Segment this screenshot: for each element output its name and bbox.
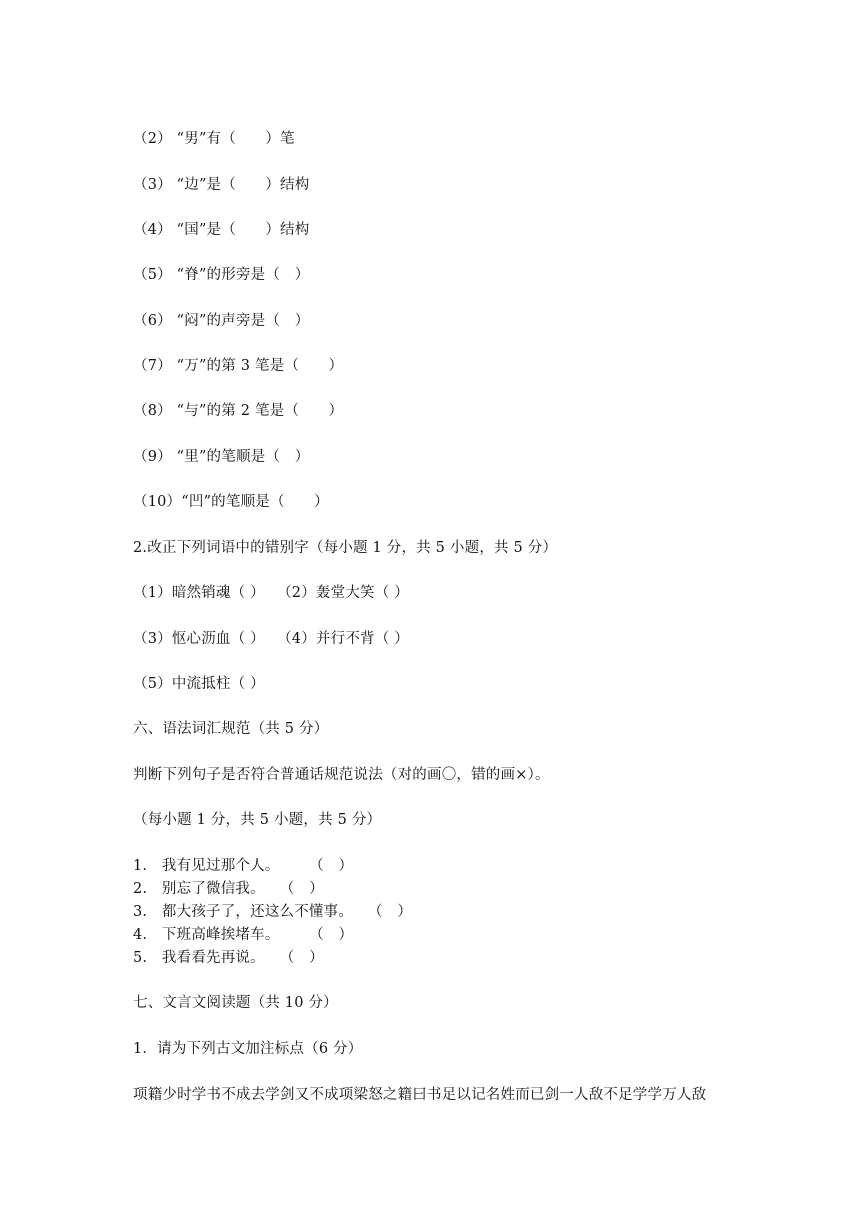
q1-item-10: （10）“凹”的笔顺是（ ） — [133, 494, 329, 510]
q2-row-2: （3）怄心沥血（ ） （4）并行不背（ ） — [133, 631, 409, 647]
q1-item-7: （7） “万”的第 3 笔是（ ） — [133, 358, 344, 374]
q2-row-3: （5）中流抵柱（ ） — [133, 676, 265, 692]
section7-title: 七、文言文阅读题（共 10 分） — [133, 995, 338, 1011]
q1-item-2: （2） “男”有（ ）笔 — [133, 131, 295, 147]
q1-item-6: （6） “闷”的声旁是（ ） — [133, 313, 310, 329]
section6-item-3: 3. 都大孩子了，还这么不懂事。 （ ） — [133, 904, 413, 920]
q2-title: 2.改正下列词语中的错别字（每小题 1 分，共 5 小题，共 5 分） — [133, 540, 558, 556]
q1-item-9: （9） “里”的笔顺是（ ） — [133, 449, 310, 465]
q1-item-5: （5） “脊”的形旁是（ ） — [133, 267, 310, 283]
q2-row-1: （1）暗然销魂（ ） （2）轰堂大笑（ ） — [133, 585, 409, 601]
section6-item-1: 1. 我有见过那个人。 （ ） — [133, 858, 354, 874]
section7-q1-title: 1．请为下列古文加注标点（6 分） — [133, 1041, 363, 1057]
section6-instruction: 判断下列句子是否符合普通话规范说法（对的画〇，错的画×）。 — [133, 767, 550, 783]
q1-item-4: （4） “国”是（ ）结构 — [133, 222, 310, 238]
q1-item-3: （3） “边”是（ ）结构 — [133, 177, 310, 193]
section6-title: 六、语法词汇规范（共 5 分） — [133, 721, 329, 737]
section7-passage: 项籍少时学书不成去学剑又不成项梁怒之籍曰书足以记名姓而已剑一人敌不足学学万人敌 — [133, 1087, 707, 1103]
section6-item-2: 2. 别忘了微信我。 （ ） — [133, 881, 324, 897]
q1-item-8: （8） “与”的第 2 笔是（ ） — [133, 403, 344, 419]
section6-scoring: （每小题 1 分，共 5 小题，共 5 分） — [133, 812, 382, 828]
section6-item-4: 4. 下班高峰挨堵车。 （ ） — [133, 927, 354, 943]
section6-item-5: 5. 我看看先再说。 （ ） — [133, 950, 324, 966]
